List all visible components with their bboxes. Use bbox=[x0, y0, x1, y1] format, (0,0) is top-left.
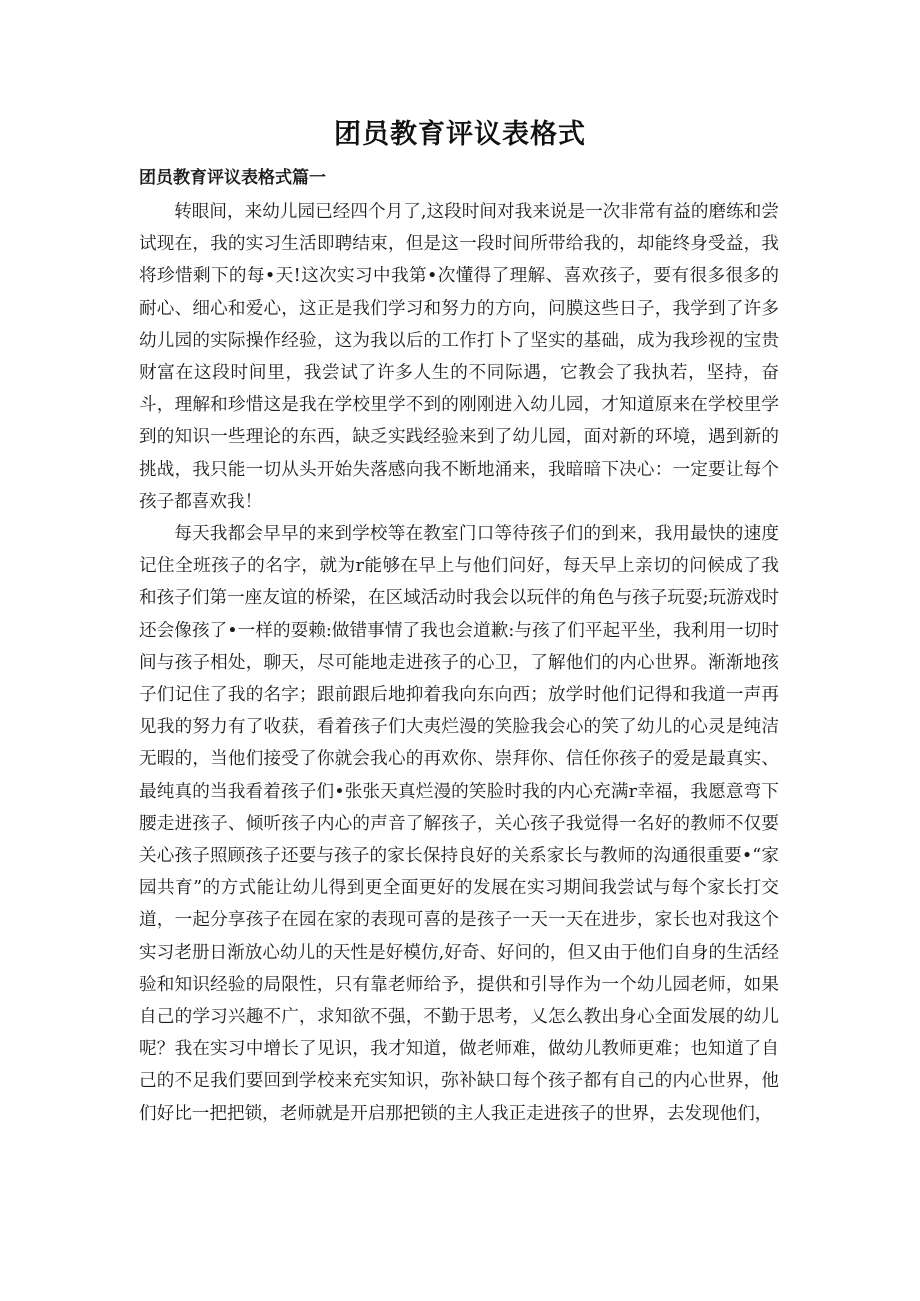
section-heading: 团员教育评议表格式篇一 bbox=[139, 168, 326, 188]
document-title: 团员教育评议表格式 bbox=[334, 119, 586, 150]
paragraph-2: 每天我都会早早的来到学校等在教室门口等待孩子们的到来，我用最快的速度记住全班孩子的名字，就为r能够在早上与他们问好，每天早上亲切的问候成了我和孩子们第一座友谊的桥梁，在区域活动时我会以玩伴的角色与孩子玩耍;玩游戏时还会像孩了•一样的耍赖:做错事情了我也会道歉:与孩了们平起平坐，我利用一切时间与孩子相处，聊天，尽可能地走进孩子的心卫，了解他们的内心世界。渐渐地孩子们记住了我的名字；跟前跟后地抑着我向东向西；放学时他们记得和我道一声再见我的努力有了收获，看着孩子们大夷烂漫的笑脸我会心的笑了幼儿的心灵是纯洁无暇的，当他们接受了你就会我心的再欢你、崇拜你、信任你孩子的爱是最真实、最纯真的当我看着孩子们•张张天真烂漫的笑脸时我的内心充满r幸福，我愿意弯下腰走进孩子、倾听孩子内心的声音了解孩子，关心孩子我觉得一名好的教师不仅要关心孩子照顾孩子还要与孩子的家长保持良好的关系家长与教师的沟通很重要•“家园共育”的方式能让幼儿得到更全面更好的发展在实习期间我尝试与每个家长打交道，一起分享孩子在园在家的表现可喜的是孩子一天一天在进步，家长也对我这个实习老册日渐放心幼儿的天性是好模仿,好奇、好问的，但又由于他们自身的生活经验和知识经验的局限性，只有靠老师给予，提供和引导作为一个幼儿园老师，如果自己的学习兴趣不广，求知欲不强，不勤于思考，乂怎么教出身心全面发展的幼儿呢？我在实习中增长了见识，我才知道，做老师难，做幼儿教师更难；也知道了自己的不足我们要回到学校来充实知识，弥补缺口每个孩子都有自己的内心世界，他们好比一把把锁，老师就是开启那把锁的主人我正走进孩子的世界，去发现他们， bbox=[139, 524, 779, 1124]
paragraph-1: 转眼间，来幼儿园已经四个月了,这段时间对我来说是一次非常有益的磨练和尝试现在，我的实习生活即聘结束，但是这一段时间所带给我的，却能终身受益，我将珍惜剩下的每•天!这次实习中我第•次懂得了理解、喜欢孩子，要有很多很多的耐心、细心和爱心，这正是我们学习和努力的方向，问膜这些日子，我学到了许多幼儿园的实际操作经验，这为我以后的工作打卜了坚实的基础，成为我珍视的宝贵财富在这段时间里，我尝试了许多人生的不同际遇，它教会了我执若，坚持，奋斗，理解和珍惜这是我在学校里学不到的刚刚进入幼儿园，才知道原来在学校里学到的知识一些理论的东西，缺乏实践经验来到了幼儿园，面对新的环境，遇到新的挑战，我只能一切从头开始失落感向我不断地涌来，我暗暗下决心：一定要让每个孩子都喜欢我！ bbox=[139, 202, 779, 512]
document-body bbox=[139, 196, 779, 1130]
